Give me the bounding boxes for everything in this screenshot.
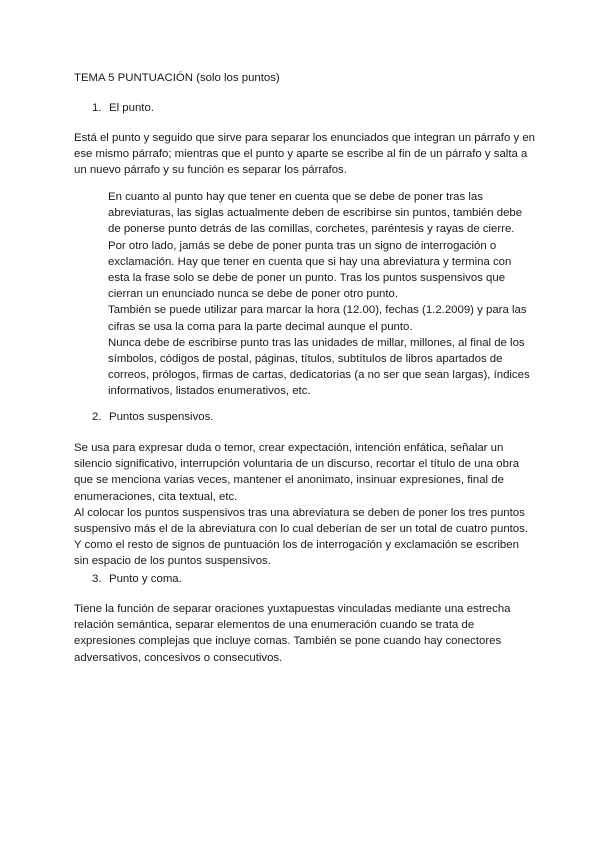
detail-paragraph: Nunca debe de escribirse punto tras las unidades de millar, millones, al final de los símbolos, códigos de postal, páginas, títulos, subtítulos de libros apartados de correos, prólogos, firmas de cartas, dedicatorias (a no ser que sean largas), índices informativos, listados enumerativos, etc. bbox=[108, 336, 530, 398]
section-body bbox=[74, 440, 536, 570]
section-body bbox=[74, 601, 536, 666]
section-title: El punto. bbox=[109, 102, 154, 114]
paragraph: Está el punto y seguido que sirve para separar los enunciados que integran un párrafo y en ese mismo párrafo; mientras que el punto y aparte se escribe al fin de un párrafo y salta a un nuevo párrafo y su función es separar los párrafos. bbox=[74, 132, 535, 177]
section-heading-punto bbox=[92, 100, 512, 116]
section-intro-paragraph bbox=[74, 130, 536, 179]
detail-paragraph: Por otro lado, jamás se debe de poner punta tras un signo de interrogación o exclamación. Hay que tener en cuenta que si hay una abreviatura y termina con esta la frase solo se debe de poner un punto. Tras los puntos suspensivos que cierran un enunciado nunca se debe de poner otro punto. bbox=[108, 239, 512, 301]
section-number: 1. bbox=[92, 102, 102, 114]
document-title: TEMA 5 PUNTUACIÓN (solo los puntos) bbox=[74, 72, 280, 84]
section-title: Puntos suspensivos. bbox=[109, 411, 214, 423]
section-heading-puntos-suspensivos bbox=[92, 409, 512, 425]
section-number: 2. bbox=[92, 411, 102, 423]
paragraph: Se usa para expresar duda o temor, crear expectación, intención enfática, señalar un silencio significativo, interrupción voluntaria de un discurso, recortar el título de una obra que se menciona varias veces, mantener el anonimato, insinuar expresiones, final de enumeraciones, cita textual, etc. bbox=[74, 442, 520, 503]
indented-details-block bbox=[108, 189, 530, 400]
paragraph: Al colocar los puntos suspensivos tras una abreviatura se deben de poner los tres puntos suspensivo más el de la abreviatura con lo cual deberían de ser un total de cuatro puntos. Y como el resto de signos de puntuación los de interrogación y exclamación se escriben sin espacio de los puntos suspensivos. bbox=[74, 506, 529, 568]
section-title: Punto y coma. bbox=[109, 573, 182, 585]
section-heading-punto-y-coma bbox=[92, 571, 512, 587]
paragraph: Tiene la función de separar oraciones yuxtapuestas vinculadas mediante una estrecha relación semántica, separar elementos de una enumeración cuando se trata de expresiones complejas que incluye comas. También se pone cuando hay conectores adversativos, concesivos o consecutivos. bbox=[74, 603, 511, 664]
detail-paragraph: También se puede utilizar para marcar la hora (12.00), fechas (1.2.2009) y para las cifras se usa la coma para la parte decimal aunque el punto. bbox=[108, 304, 527, 333]
section-number: 3. bbox=[92, 573, 102, 585]
detail-paragraph: En cuanto al punto hay que tener en cuenta que se debe de poner tras las abreviaturas, las siglas actualmente deben de escribirse sin puntos, también debe de ponerse punto detrás de las comillas, corchetes, paréntesis y rayas de cierre. bbox=[108, 191, 523, 236]
